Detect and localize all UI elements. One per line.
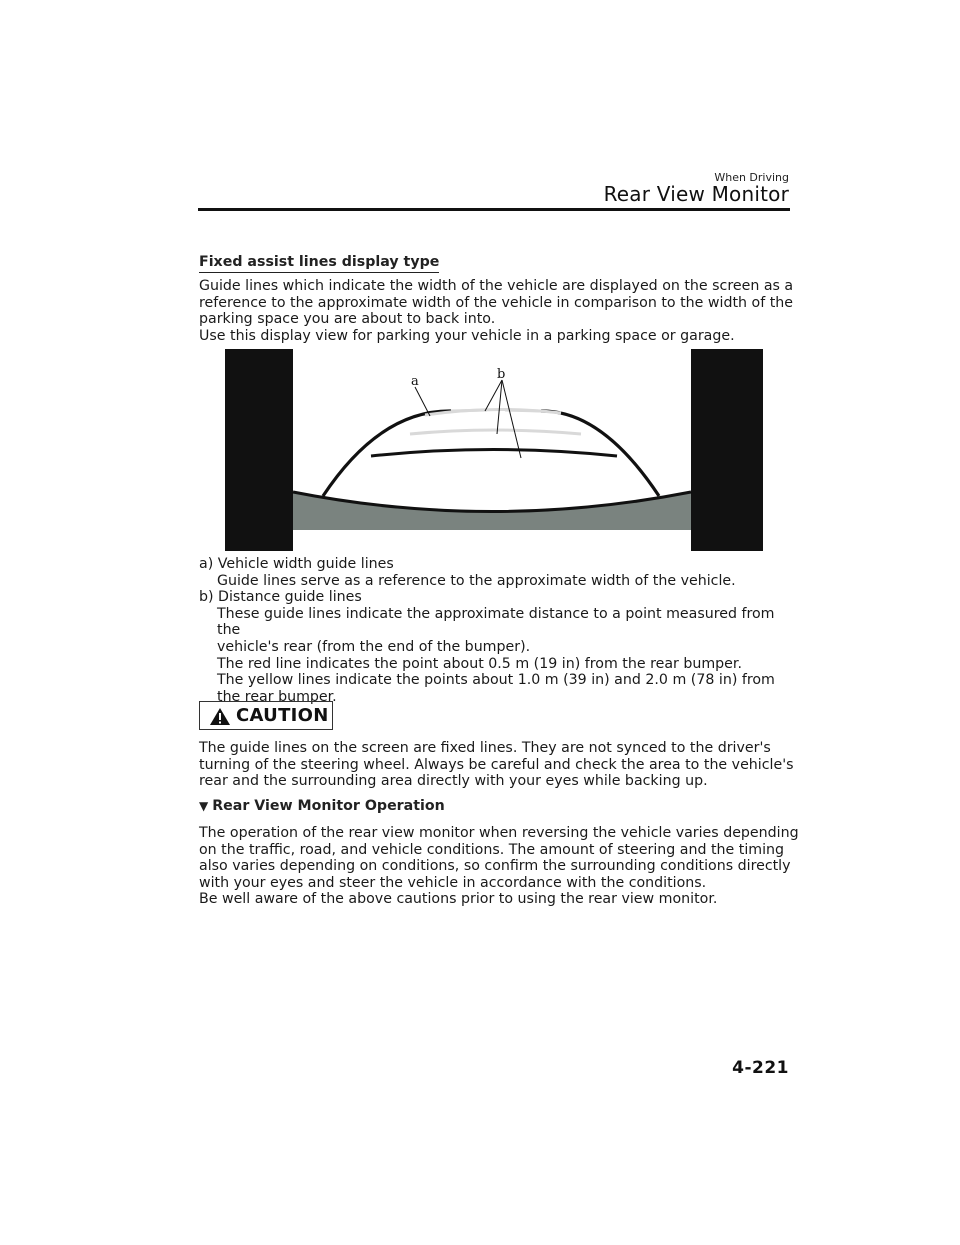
operation-line: The operation of the rear view monitor when reversing the vehicle varies depending: [199, 825, 799, 841]
operation-heading: [199, 798, 445, 814]
page-number: 4-221: [732, 1058, 789, 1078]
legend-b-description: These guide lines indicate the approximate distance to a point measured from the: [217, 605, 775, 639]
header-rule: [198, 208, 790, 211]
subheading: Fixed assist lines display type: [199, 254, 439, 273]
intro-paragraph: [199, 278, 799, 344]
operation-heading-text: Rear View Monitor Operation: [212, 798, 445, 814]
intro-line: Guide lines which indicate the width of the vehicle are displayed on the screen as a: [199, 278, 794, 294]
legend-b-description: vehicle's rear (from the end of the bumper).: [217, 638, 531, 655]
legend-b-title: b) Distance guide lines: [199, 589, 362, 606]
caution-label: CAUTION: [236, 705, 329, 726]
intro-line: reference to the approximate width of the vehicle in comparison to the width of the: [199, 294, 793, 311]
caution-line: turning of the steering wheel. Always be careful and check the area to the vehicle's: [199, 756, 794, 773]
warning-triangle-icon: [209, 707, 231, 726]
intro-line: Use this display view for parking your vehicle in a parking space or garage.: [199, 327, 735, 344]
figure-legend: [199, 556, 799, 705]
caution-line: rear and the surrounding area directly with your eyes while backing up.: [199, 773, 708, 790]
operation-line: Be well aware of the above cautions prior to using the rear view monitor.: [199, 891, 718, 908]
rear-view-monitor-figure: [225, 349, 763, 551]
intro-line: parking space you are about to back into.: [199, 311, 496, 328]
callout-label-b: b: [497, 367, 506, 382]
caution-box: [199, 701, 333, 730]
legend-a-title: a) Vehicle width guide lines: [199, 556, 394, 572]
operation-line: on the traffic, road, and vehicle conditions. The amount of steering and the timing: [199, 841, 785, 858]
triangle-down-icon: ▼: [199, 799, 209, 813]
caution-line: The guide lines on the screen are fixed lines. They are not synced to the driver's: [199, 740, 771, 756]
legend-b-description: The red line indicates the point about 0.5 m (19 in) from the rear bumper.: [217, 655, 742, 672]
section-label: When Driving: [714, 171, 789, 184]
operation-line: with your eyes and steer the vehicle in accordance with the conditions.: [199, 874, 707, 891]
operation-line: also varies depending on conditions, so confirm the surrounding conditions directly: [199, 858, 791, 875]
legend-a-description: Guide lines serve as a reference to the approximate width of the vehicle.: [217, 572, 736, 589]
section-title: Rear View Monitor: [603, 182, 789, 206]
legend-b-description: The yellow lines indicate the points about 1.0 m (39 in) and 2.0 m (78 in) from: [217, 672, 775, 689]
legend-b-description: the rear bumper.: [217, 688, 337, 705]
caution-text: [199, 740, 799, 790]
callout-label-a: a: [411, 374, 419, 389]
operation-text: [199, 825, 799, 908]
